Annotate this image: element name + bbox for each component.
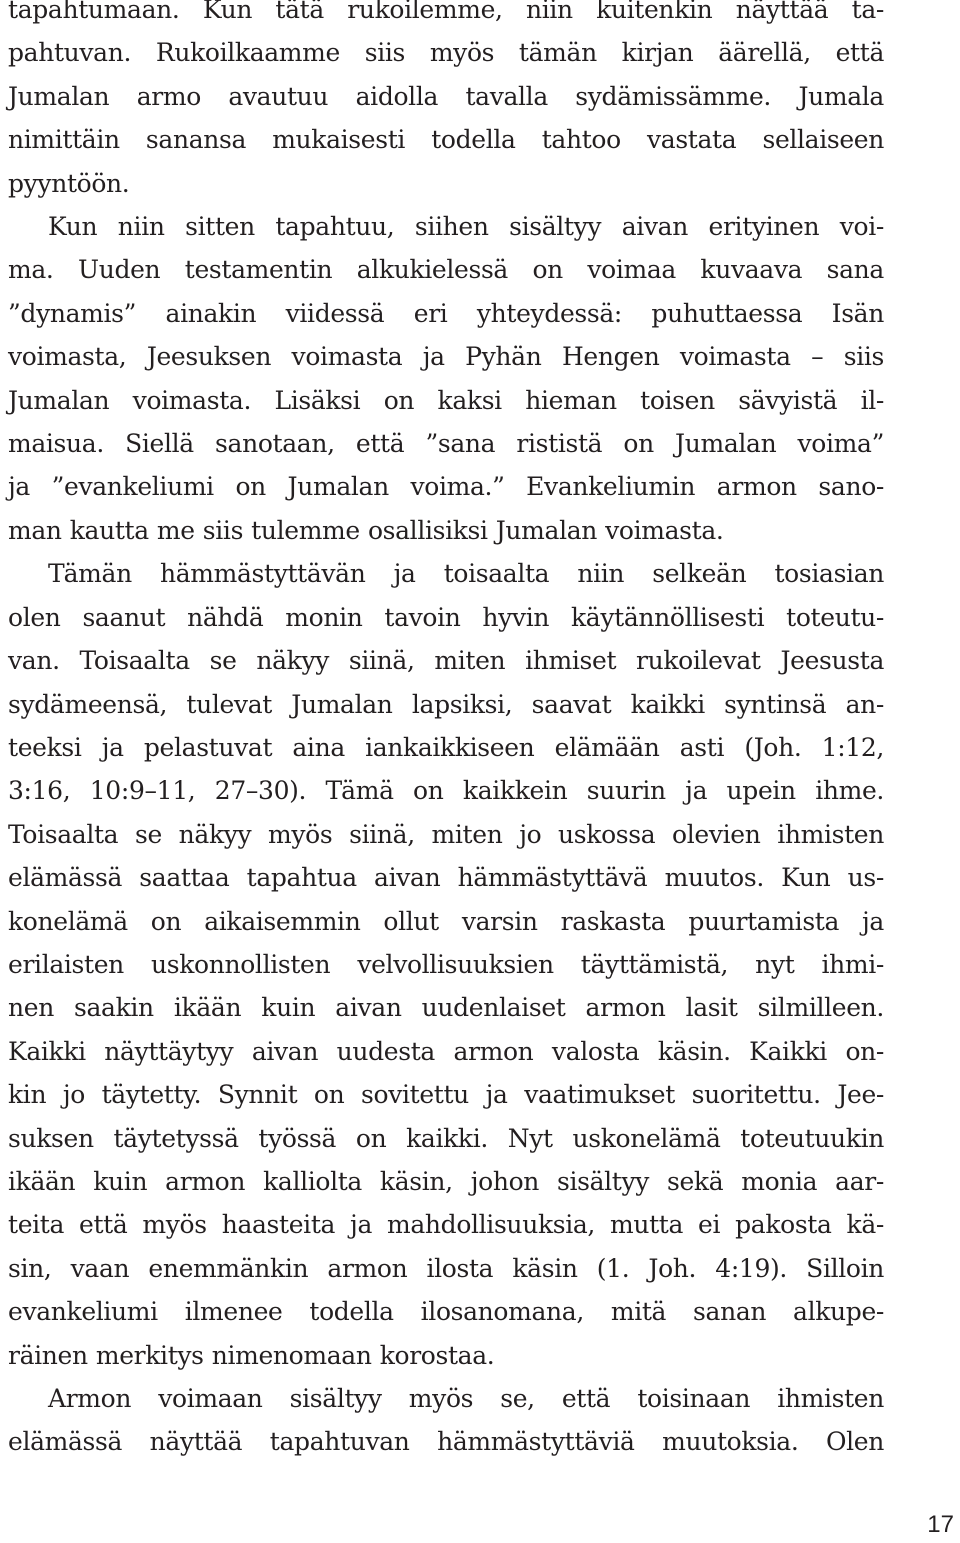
text-line: ja ”evankeliumi on Jumalan voima.” Evankeliumin armon sano-	[8, 472, 884, 502]
text-line: elämässä saattaa tapahtua aivan hämmästyttävä muutos. Kun us-	[8, 863, 884, 893]
text-line: man kautta me siis tulemme osallisiksi Jumalan voimasta.	[8, 515, 724, 545]
text-line: erilaisten uskonnollisten velvollisuuksien täyttämistä, nyt ihmi-	[8, 949, 884, 979]
text-line: elämässä näyttää tapahtuvan hämmästyttäviä muutoksia. Olen	[8, 1427, 884, 1457]
text-line: pyyntöön.	[8, 168, 130, 198]
text-line: räinen merkitys nimenomaan korostaa.	[8, 1340, 495, 1370]
text-line: Jumalan armo avautuu aidolla tavalla sydämissämme. Jumala	[8, 81, 884, 111]
text-line: pahtuvan. Rukoilkaamme siis myös tämän kirjan äärellä, että	[8, 38, 884, 68]
text-line: olen saanut nähdä monin tavoin hyvin käytännöllisesti toteutu-	[8, 602, 884, 632]
text-line: nimittäin sanansa mukaisesti todella tahtoo vastata sellaiseen	[8, 125, 884, 155]
text-line: Kun niin sitten tapahtuu, siihen sisältyy aivan erityinen voi-	[48, 212, 884, 242]
text-line: teita että myös haasteita ja mahdollisuuksia, mutta ei pakosta kä-	[8, 1210, 884, 1240]
paragraph	[8, 1377, 884, 1464]
text-line: konelämä on aikaisemmin ollut varsin raskasta puurtamista ja	[8, 906, 884, 936]
text-line: 3:16, 10:9–11, 27–30). Tämä on kaikkein suurin ja upein ihme.	[8, 776, 884, 806]
text-line: sin, vaan enemmänkin armon ilosta käsin (1. Joh. 4:19). Silloin	[8, 1253, 884, 1283]
text-line: evankeliumi ilmenee todella ilosanomana, mitä sanan alkupe-	[8, 1297, 884, 1327]
text-line: suksen täytetyssä työssä on kaikki. Nyt uskonelämä toteutuukin	[8, 1123, 884, 1153]
text-line: Jumalan voimasta. Lisäksi on kaksi hieman toisen sävyistä il-	[8, 385, 884, 415]
text-line: Toisaalta se näkyy myös siinä, miten jo uskossa olevien ihmisten	[8, 819, 884, 849]
paragraph	[8, 0, 884, 205]
text-line: ”dynamis” ainakin viidessä eri yhteydessä: puhuttaessa Isän	[8, 298, 884, 328]
text-line: Kaikki näyttäytyy aivan uudesta armon valosta käsin. Kaikki on-	[8, 1036, 884, 1066]
text-line: van. Toisaalta se näkyy siinä, miten ihmiset rukoilevat Jeesusta	[8, 646, 884, 676]
text-line: ikään kuin armon kalliolta käsin, johon sisältyy sekä monia aar-	[8, 1166, 884, 1196]
text-line: sydämeensä, tulevat Jumalan lapsiksi, saavat kaikki syntinsä an-	[8, 689, 884, 719]
text-line: kin jo täytetty. Synnit on sovitettu ja vaatimukset suoritettu. Jee-	[8, 1080, 884, 1110]
text-line: tapahtumaan. Kun tätä rukoilemme, niin kuitenkin näyttää ta-	[8, 0, 884, 24]
text-line: ma. Uuden testamentin alkukielessä on voimaa kuvaava sana	[8, 255, 884, 285]
text-line: voimasta, Jeesuksen voimasta ja Pyhän Hengen voimasta – siis	[8, 342, 884, 372]
text-line: teeksi ja pelastuvat aina iankaikkiseen elämään asti (Joh. 1:12,	[8, 732, 884, 762]
text-line: nen saakin ikään kuin aivan uudenlaiset armon lasit silmilleen.	[8, 993, 884, 1023]
body-text	[8, 0, 884, 1464]
text-line: Armon voimaan sisältyy myös se, että toisinaan ihmisten	[48, 1384, 884, 1413]
paragraph	[8, 205, 884, 552]
paragraph	[8, 552, 884, 1377]
page-number: 17	[927, 1511, 954, 1538]
text-line: maisua. Siellä sanotaan, että ”sana rististä on Jumalan voima”	[8, 429, 884, 459]
text-line: Tämän hämmästyttävän ja toisaalta niin selkeän tosiasian	[48, 559, 884, 589]
